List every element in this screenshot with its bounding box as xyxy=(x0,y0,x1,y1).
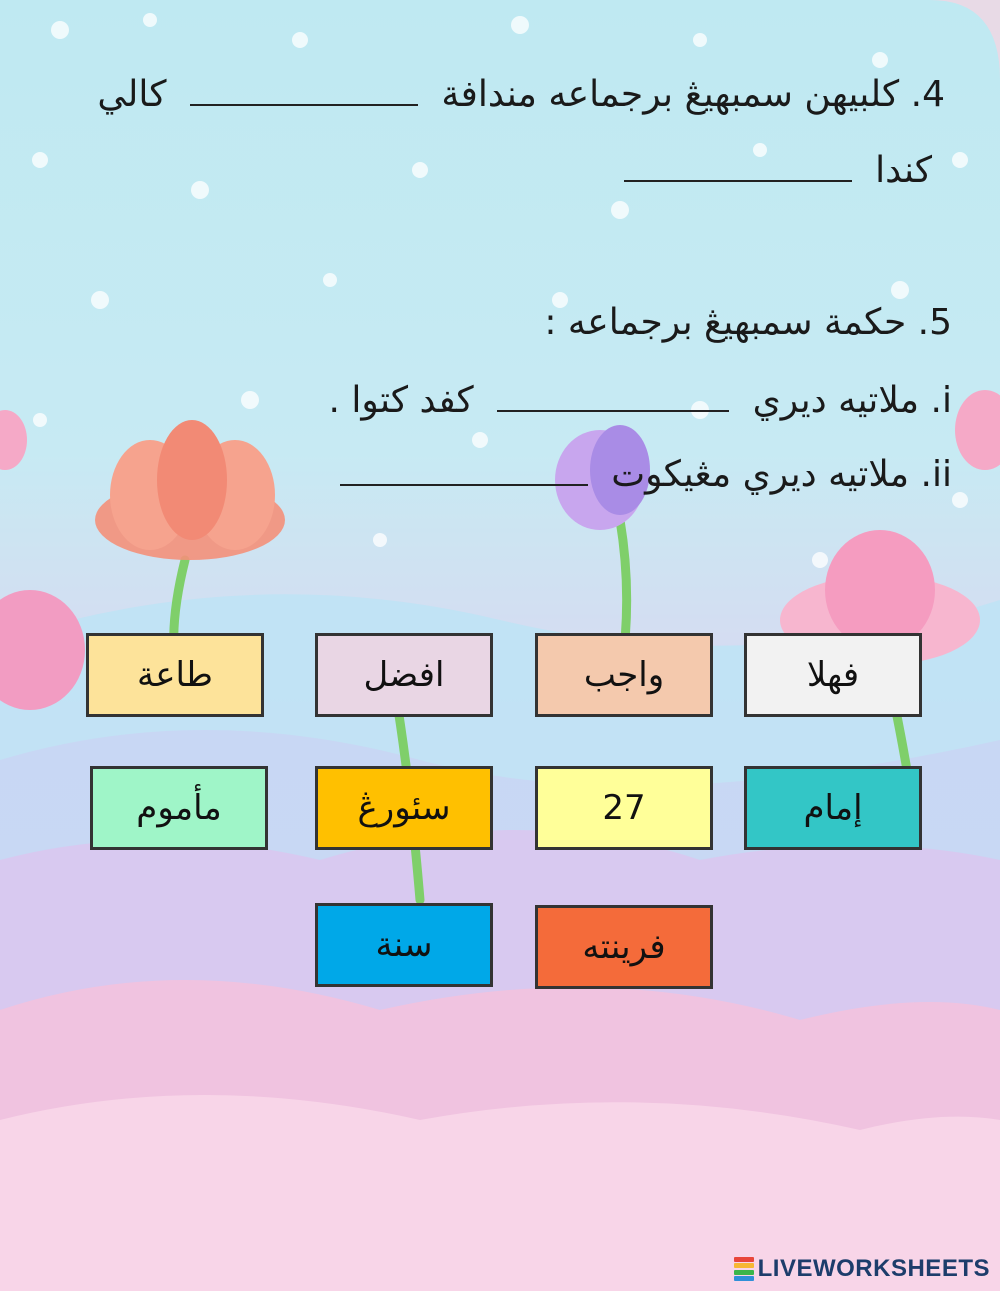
word-card-27[interactable]: 27 xyxy=(535,766,713,850)
question-4-end-text: كالي xyxy=(97,74,167,115)
question-5-i-end-text: كفد كتوا . xyxy=(328,380,474,421)
word-card-imam[interactable]: إمام xyxy=(744,766,922,850)
word-card-fahla[interactable]: فهلا xyxy=(744,633,922,717)
question-5-ii xyxy=(340,454,952,495)
word-card-seorang[interactable]: سئورڠ xyxy=(315,766,493,850)
question-4-text: 4. كلبيهن سمبهيڠ برجماعه مندافة xyxy=(441,74,945,115)
question-4-line-2 xyxy=(624,150,932,191)
word-card-perintah[interactable]: فرينته xyxy=(535,905,713,989)
question-4-line-2-text: كندا xyxy=(875,150,932,191)
brand-text: LIVEWORKSHEETS xyxy=(757,1255,990,1282)
question-5-i-text: i. ملاتيه ديري xyxy=(752,380,952,421)
question-5-title: 5. حكمة سمبهيڠ برجماعه : xyxy=(544,302,952,343)
word-card-sunat[interactable]: سنة xyxy=(315,903,493,987)
word-card-afdal[interactable]: افضل xyxy=(315,633,493,717)
word-card-wajib[interactable]: واجب xyxy=(535,633,713,717)
answer-blank-5i[interactable] xyxy=(497,380,729,412)
question-5-i xyxy=(329,380,952,421)
liveworksheets-brand xyxy=(734,1255,990,1283)
word-card-makmum[interactable]: مأموم xyxy=(90,766,268,850)
answer-blank-5ii[interactable] xyxy=(340,454,588,486)
answer-blank-4b[interactable] xyxy=(624,150,852,182)
answer-blank-4a[interactable] xyxy=(190,74,418,106)
question-5-ii-text: ii. ملاتيه ديري مڠيكوت xyxy=(611,454,952,495)
question-4-line-1 xyxy=(97,74,945,115)
word-card-taat[interactable]: طاعة xyxy=(86,633,264,717)
liveworksheets-logo-icon xyxy=(734,1257,754,1281)
